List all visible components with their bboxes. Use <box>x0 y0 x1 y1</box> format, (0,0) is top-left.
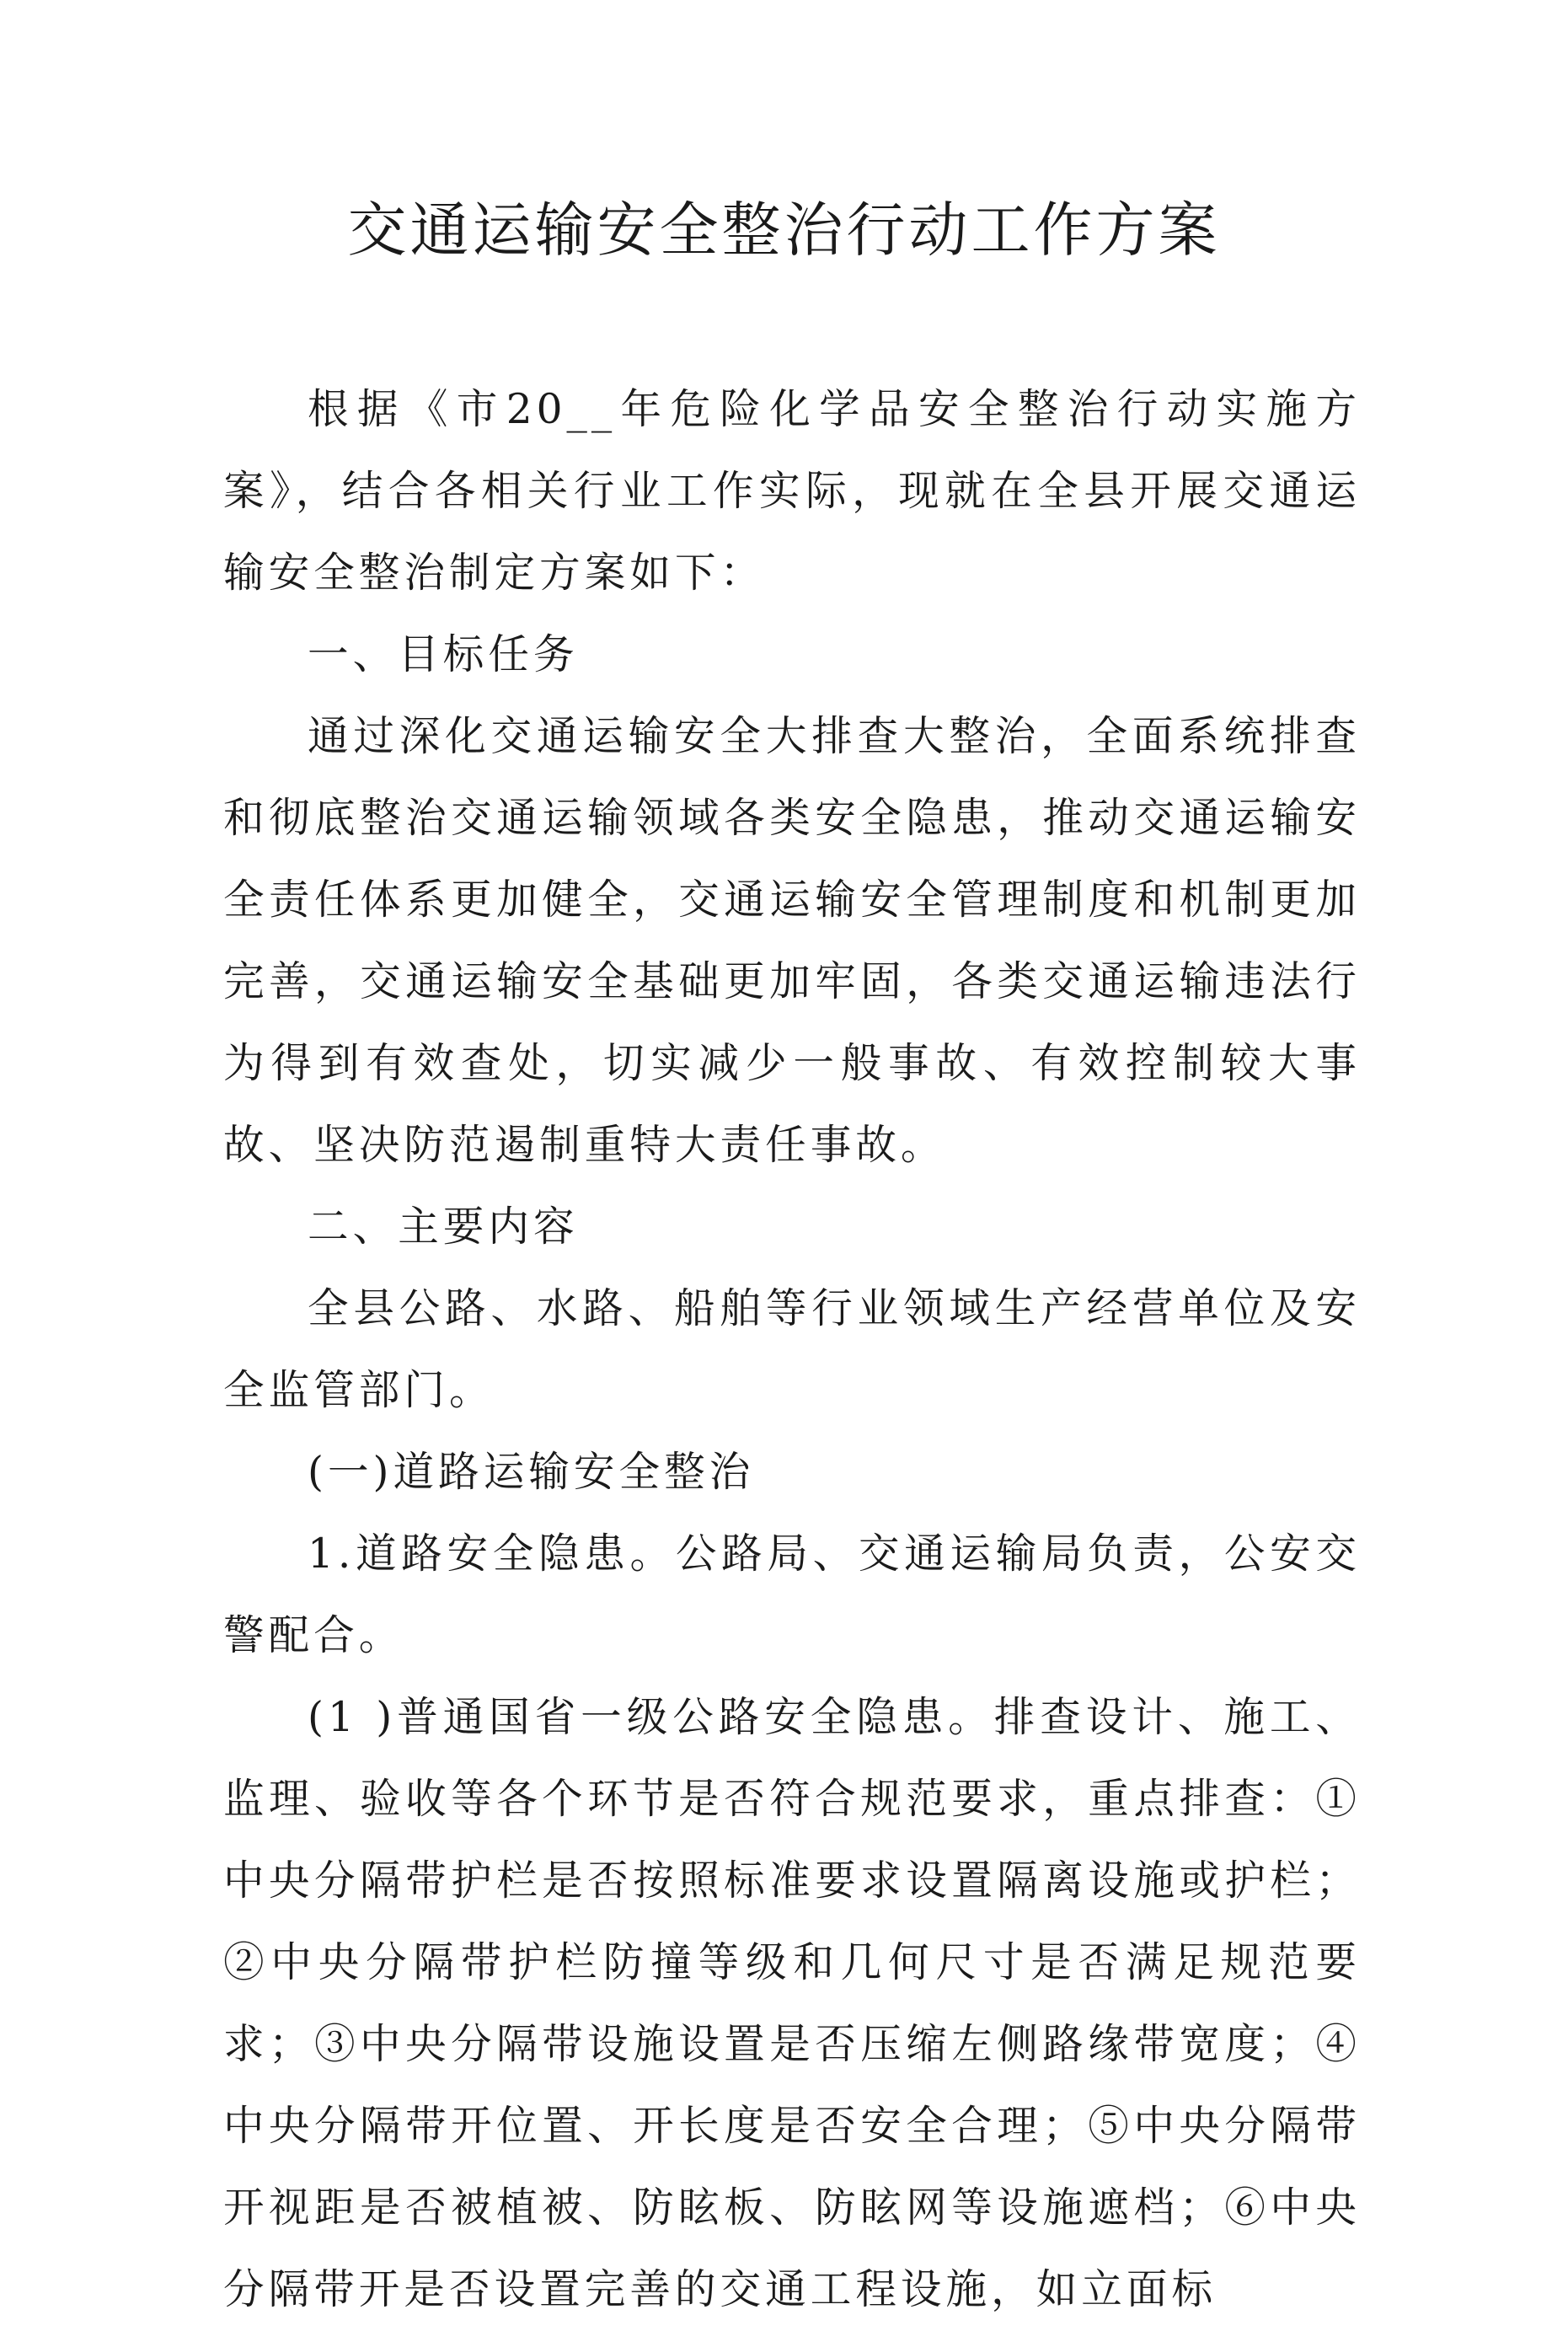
document-body <box>223 369 1361 2331</box>
goals-paragraph: 通过深化交通运输安全大排查大整治，全面系统排查和彻底整治交通运输领域各类安全隐患，推动交通运输安全责任体系更加健全，交通运输安全管理制度和机制更加完善，交通运输安全基础更加牢固，各类交通运输违法行为得到有效查处，切实减少一般事故、有效控制较大事故、坚决防范遏制重特大责任事故。 <box>223 713 1361 1169</box>
section-heading-content: 二、主要内容 <box>308 1203 579 1251</box>
scope-paragraph: 全县公路、水路、船舶等行业领域生产经营单位及安全监管部门。 <box>223 1285 1361 1414</box>
road-hazard-paragraph: 1.道路安全隐患。公路局、交通运输局负责，公安交警配合。 <box>223 1530 1361 1659</box>
document-title: 交通运输安全整治行动工作方案 <box>347 196 1221 265</box>
section-heading-goals: 一、目标任务 <box>308 631 579 678</box>
intro-paragraph: 根据《市20__年危险化学品安全整治行动实施方案》，结合各相关行业工作实际，现就在全县开展交通运输安全整治制定方案如下： <box>223 386 1361 597</box>
subsection-heading-road: (一)道路运输安全整治 <box>308 1449 755 1496</box>
highway-hazard-paragraph: (1 )普通国省一级公路安全隐患。排查设计、施工、监理、验收等各个环节是否符合规范要求，重点排查：①中央分隔带护栏是否按照标准要求设置隔离设施或护栏；②中央分隔带护栏防撞等级和几何尺寸是否满足规范要求；③中央分隔带设施设置是否压缩左侧路缘带宽度；④中央分隔带开位置、开长度是否安全合理；⑤中央分隔带开视距是否被植被、防眩板、防眩网等设施遮档；⑥中央分隔带开是否设置完善的交通工程设施，如立面标 <box>223 1694 1361 2313</box>
